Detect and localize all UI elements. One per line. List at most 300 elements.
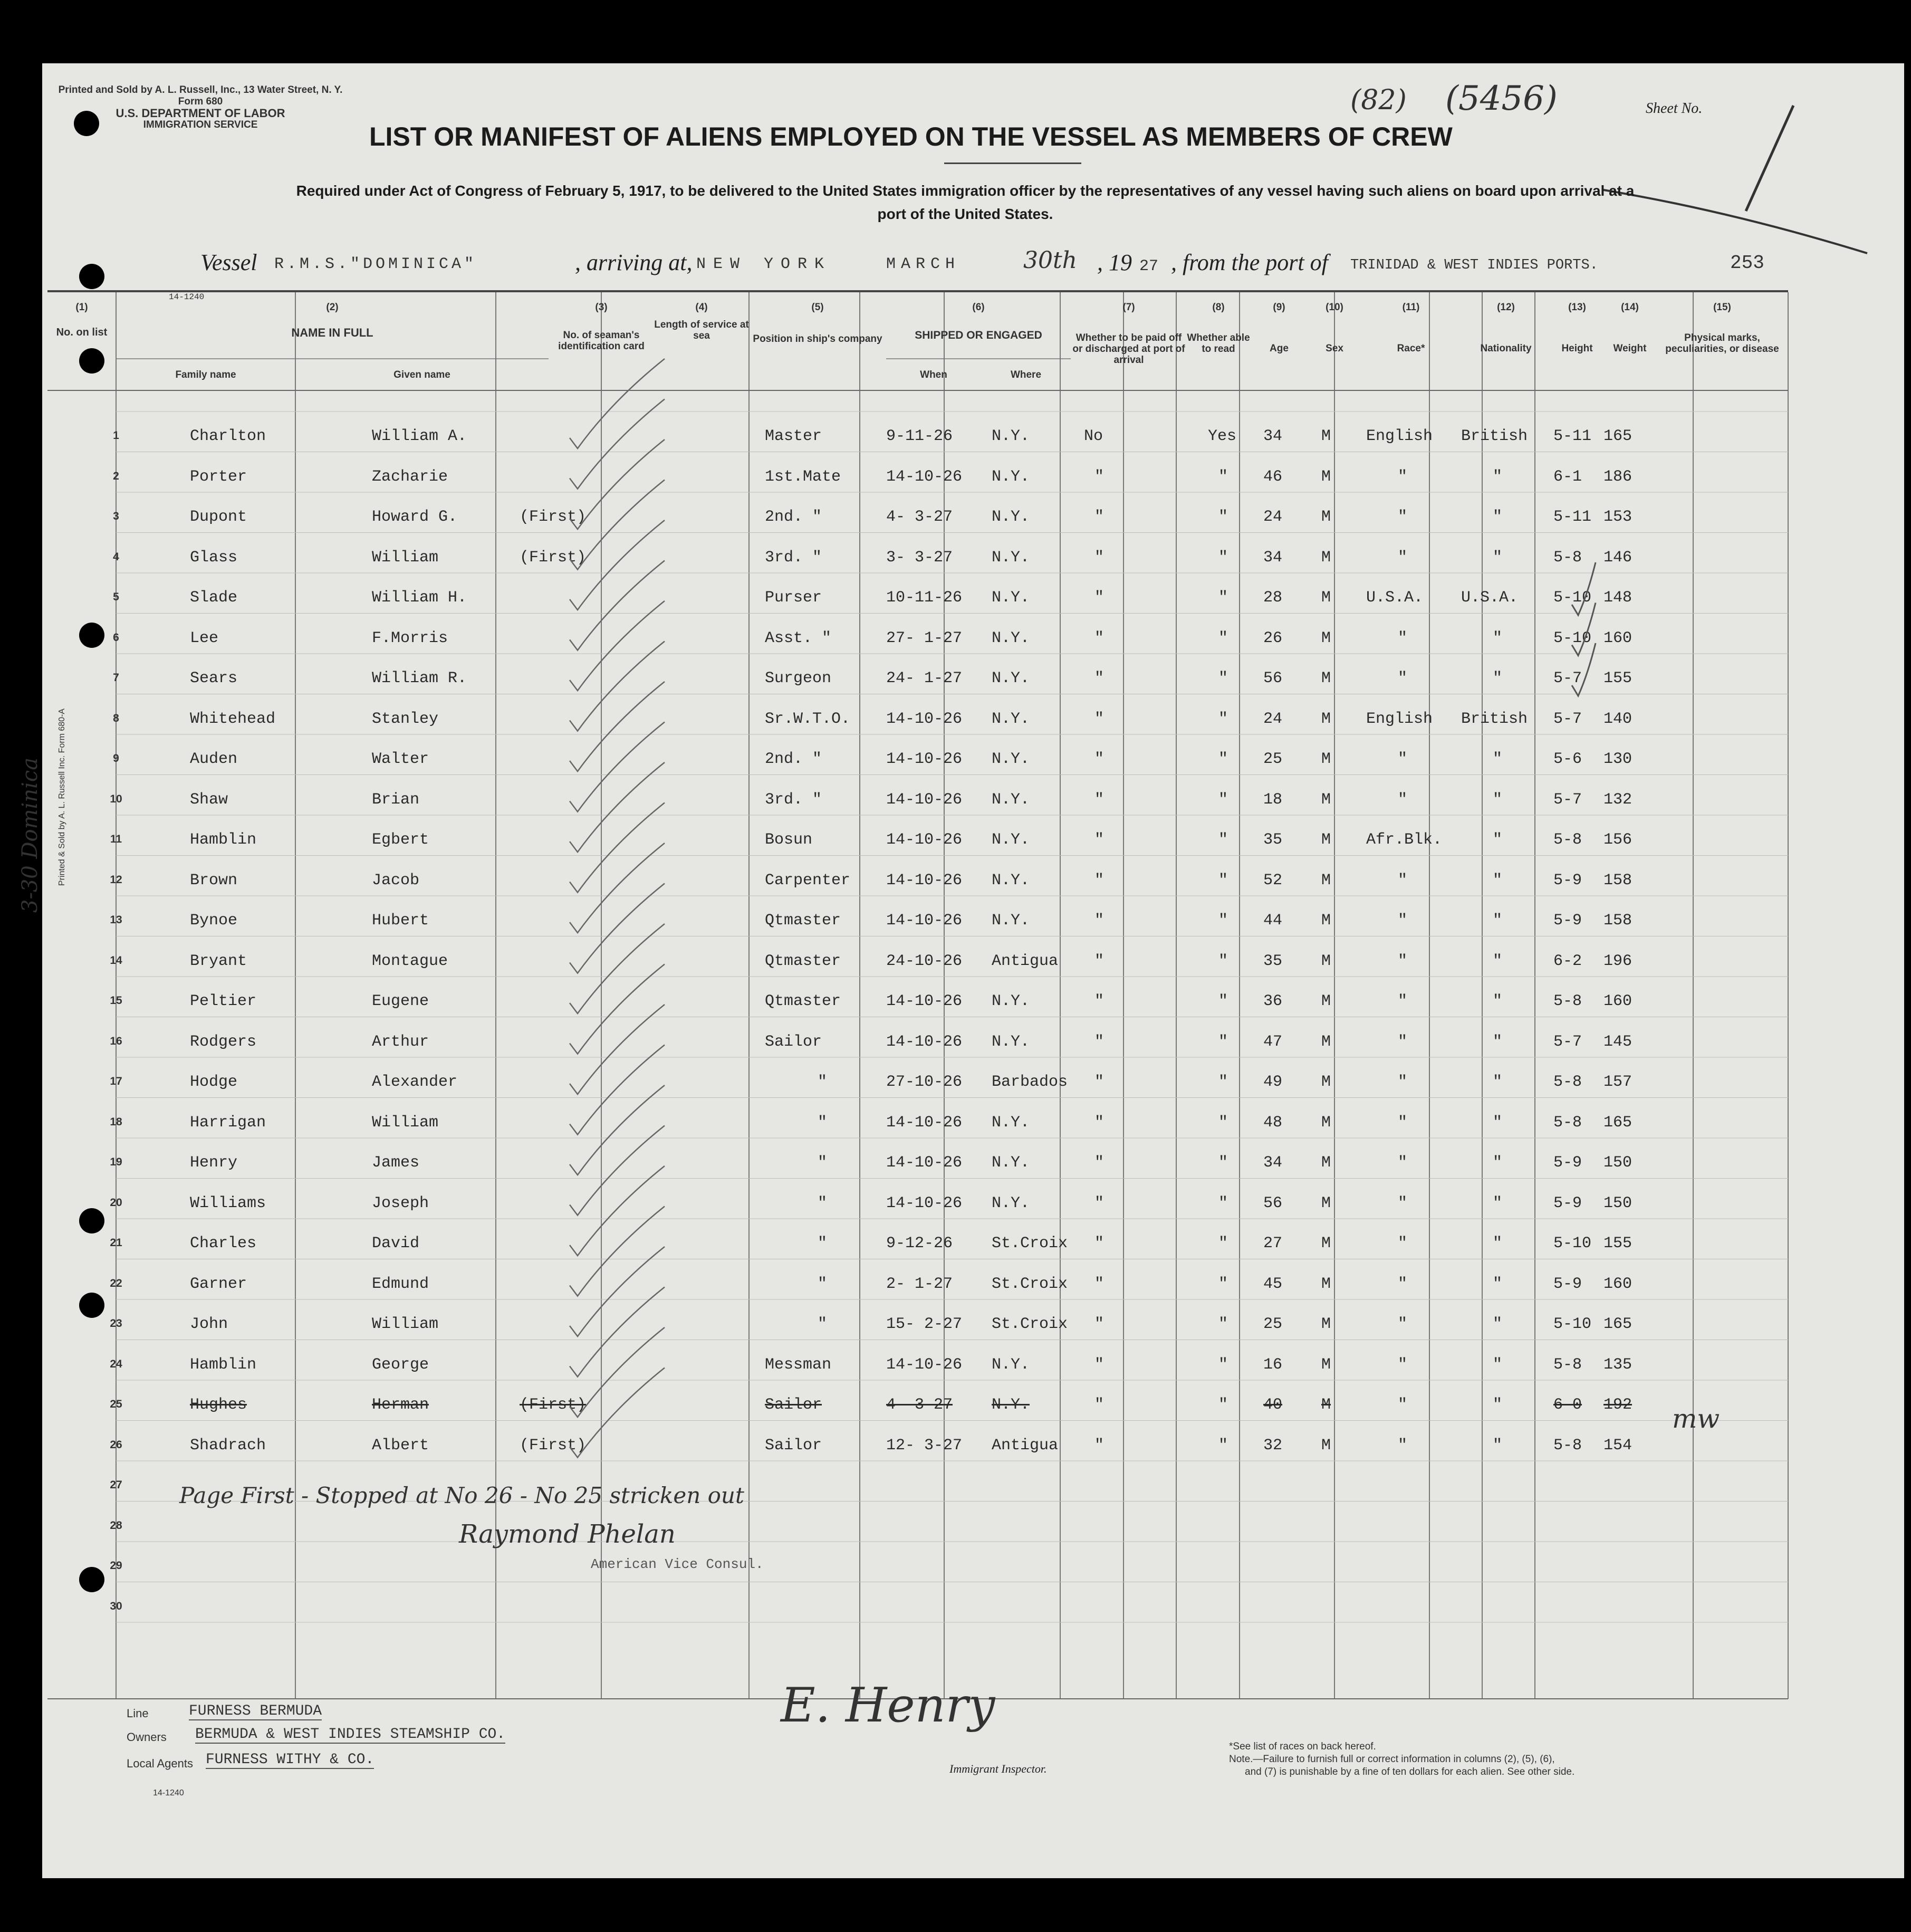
cell-race: " (1398, 1436, 1408, 1455)
cell-race: " (1398, 467, 1408, 486)
cell-given: Howard G. (372, 508, 458, 526)
row-number: 15 (110, 994, 122, 1007)
cell-given: Walter (372, 750, 429, 768)
cell-where: N.Y. (992, 548, 1030, 567)
cell-nat: " (1493, 952, 1503, 970)
fine-note: Note.—Failure to furnish full or correct information in columns (2), (5), (6), (1229, 1754, 1555, 1765)
cell-sex: M (1321, 750, 1331, 768)
cell-family: Shaw (190, 790, 228, 809)
cell-given: F.Morris (372, 629, 448, 647)
check-mark (570, 964, 665, 1054)
cell-position: " (818, 1275, 828, 1293)
cell-age: 52 (1263, 871, 1283, 890)
check-mark (570, 1126, 665, 1216)
cell-nat: " (1493, 912, 1503, 930)
cell-given: Montague (372, 952, 448, 970)
cell-height: 5-7 (1553, 790, 1582, 809)
cell-paid: " (1094, 1235, 1105, 1252)
agents-value: FURNESS WITHY & CO. (206, 1752, 374, 1768)
cell-race: " (1398, 1355, 1408, 1374)
cell-weight: 192 (1603, 1396, 1632, 1414)
cell-given: Herman (372, 1396, 429, 1414)
cell-family: Dupont (190, 508, 247, 526)
cell-position: Sailor (765, 1396, 822, 1414)
cell-sex: M (1321, 952, 1331, 970)
side-handwriting: 3-30 Dominica (18, 757, 43, 913)
row-number: 11 (110, 833, 122, 845)
cell-when: 2- 1-27 (886, 1275, 953, 1293)
cell-read: " (1218, 589, 1228, 607)
cell-given: Alexander (372, 1073, 458, 1091)
cell-where: N.Y. (992, 1032, 1030, 1051)
cell-when: 14-10-26 (886, 710, 963, 728)
cell-sex: M (1321, 1113, 1331, 1132)
header-nationality: Nationality (1480, 343, 1532, 354)
check-mark (570, 722, 665, 812)
cell-read: " (1218, 669, 1228, 687)
row-number: 13 (110, 914, 122, 926)
cell-nat: " (1493, 1154, 1503, 1172)
handwritten-ref-82: (82) (1350, 84, 1407, 116)
column-number-4: (4) (695, 302, 708, 313)
row-number: 14 (110, 954, 122, 967)
column-number-2: (2) (326, 302, 339, 313)
cell-read: " (1218, 912, 1228, 930)
consul-title: American Vice Consul. (591, 1556, 764, 1572)
check-mark (570, 1327, 665, 1417)
cell-position: Sailor (765, 1436, 822, 1455)
cell-nat: " (1493, 669, 1503, 687)
cell-nat: " (1493, 1194, 1503, 1212)
header-name-in-full: NAME IN FULL (291, 326, 373, 339)
cell-family: Charlton (190, 427, 266, 445)
department-label: U.S. DEPARTMENT OF LABOR (116, 107, 285, 120)
cell-sex: M (1321, 629, 1331, 647)
cell-position: " (818, 1235, 828, 1252)
cell-paid: " (1094, 1436, 1105, 1455)
header-physical-marks: Physical marks, peculiarities, or disease (1665, 332, 1779, 355)
cell-sex: M (1321, 467, 1331, 486)
column-number-12: (12) (1497, 302, 1515, 313)
header-family-name: Family name (175, 369, 236, 380)
cell-family: Hamblin (190, 1355, 257, 1374)
cell-height: 5-11 (1553, 427, 1592, 445)
cell-race: " (1398, 1154, 1408, 1172)
cell-paid: " (1094, 831, 1105, 849)
cell-paid: " (1094, 589, 1105, 607)
cell-weight: 132 (1603, 790, 1632, 809)
cell-read: " (1218, 1235, 1228, 1252)
cell-nat: " (1493, 1113, 1503, 1132)
cell-family: Sears (190, 669, 238, 687)
cell-height: 5-10 (1553, 1315, 1592, 1333)
row-number: 21 (110, 1237, 122, 1249)
check-mark (570, 1085, 665, 1175)
cell-age: 34 (1263, 1154, 1283, 1172)
cell-paid: " (1094, 992, 1105, 1010)
cell-height: 5-7 (1553, 1032, 1582, 1051)
row-number: 26 (110, 1438, 122, 1451)
cell-nat: " (1493, 1396, 1503, 1414)
service-label: IMMIGRATION SERVICE (143, 119, 258, 130)
subtitle-line: port of the United States. (877, 206, 1053, 222)
cell-family: Lee (190, 629, 219, 647)
cell-nat: " (1493, 992, 1503, 1010)
cell-given: William (372, 548, 439, 567)
cell-race: " (1398, 790, 1408, 809)
cell-weight: 150 (1603, 1154, 1632, 1172)
cell-where: N.Y. (992, 750, 1030, 768)
cell-given: Eugene (372, 992, 429, 1010)
cell-weight: 156 (1603, 831, 1632, 849)
cell-where: N.Y. (992, 1154, 1030, 1172)
header-weight: Weight (1613, 343, 1647, 354)
cell-nat: " (1493, 1436, 1503, 1455)
cell-race: " (1398, 1275, 1408, 1293)
cell-given: Joseph (372, 1194, 429, 1212)
cell-where: N.Y. (992, 1113, 1030, 1132)
cell-when: 14-10-26 (886, 871, 963, 890)
cell-height: 5-8 (1553, 831, 1582, 849)
cell-where: N.Y. (992, 629, 1030, 647)
cell-read: " (1218, 750, 1228, 768)
cell-where: N.Y. (992, 790, 1030, 809)
cell-where: N.Y. (992, 912, 1030, 930)
cell-paid: " (1094, 790, 1105, 809)
cell-age: 27 (1263, 1235, 1283, 1252)
cell-read: " (1218, 548, 1228, 567)
cell-when: 4- 3-27 (886, 1396, 953, 1414)
cell-family: Slade (190, 589, 238, 607)
cell-nat: " (1493, 1032, 1503, 1051)
cell-position: Purser (765, 589, 822, 607)
cell-when: 24-10-26 (886, 952, 963, 970)
cell-read: " (1218, 1436, 1228, 1455)
cell-given: Arthur (372, 1032, 429, 1051)
cell-read: " (1218, 790, 1228, 809)
cell-family: Porter (190, 467, 247, 486)
cell-family: Harrigan (190, 1113, 266, 1132)
vessel-value: R.M.S."DOMINICA" (274, 255, 477, 273)
cell-given: Brian (372, 790, 420, 809)
cell-where: N.Y. (992, 992, 1030, 1010)
check-mark (570, 1005, 665, 1094)
cell-weight: 140 (1603, 710, 1632, 728)
arrival-day: 30th (1023, 247, 1078, 274)
cell-sex: M (1321, 831, 1331, 849)
row-number: 2 (113, 470, 119, 482)
check-mark (570, 1207, 665, 1296)
cell-when: 14-10-26 (886, 831, 963, 849)
cell-when: 24- 1-27 (886, 669, 963, 687)
cell-nat: " (1493, 1073, 1503, 1091)
cell-race: Afr.Blk. (1366, 831, 1443, 849)
cell-nat: " (1493, 629, 1503, 647)
cell-position: " (818, 1154, 828, 1172)
cell-age: 28 (1263, 589, 1283, 607)
cell-age: 32 (1263, 1436, 1283, 1455)
cell-race: " (1398, 1396, 1408, 1414)
row-number: 23 (110, 1317, 122, 1330)
cell-height: 5-9 (1553, 871, 1582, 890)
cell-race: " (1398, 871, 1408, 890)
cell-given: William A. (372, 427, 467, 445)
check-mark (570, 682, 665, 771)
cell-paid: " (1094, 912, 1105, 930)
year-value: 27 (1139, 257, 1159, 275)
row-number: 22 (110, 1277, 122, 1289)
cell-where: N.Y. (992, 871, 1030, 890)
cell-race: " (1398, 629, 1408, 647)
cell-given: David (372, 1235, 420, 1252)
consul-signature: Raymond Phelan (459, 1519, 676, 1549)
cell-family: Shadrach (190, 1436, 266, 1455)
cell-race: " (1398, 1235, 1408, 1252)
cell-nat: " (1493, 750, 1503, 768)
header-where: Where (1010, 369, 1042, 380)
cell-read: " (1218, 1275, 1228, 1293)
cell-position: Carpenter (765, 871, 851, 890)
cell-where: Barbados (992, 1073, 1068, 1091)
inspector-label: Immigrant Inspector. (949, 1762, 1047, 1775)
check-mark (570, 884, 665, 973)
cell-height: 5-6 (1553, 750, 1582, 768)
row-number: 29 (110, 1560, 122, 1572)
cell-sex: M (1321, 1194, 1331, 1212)
cell-read: " (1218, 871, 1228, 890)
header-no-on-list: No. on list (56, 327, 108, 338)
cell-height: 5-8 (1553, 1436, 1582, 1455)
check-mark (570, 399, 665, 489)
cell-when: 14-10-26 (886, 1194, 963, 1212)
cell-family: John (190, 1315, 228, 1333)
form-title: LIST OR MANIFEST OF ALIENS EMPLOYED ON THE VESSEL AS MEMBERS OF CREW (369, 122, 1453, 151)
cell-given: Jacob (372, 871, 420, 890)
cell-when: 3- 3-27 (886, 548, 953, 567)
cell-when: 14-10-26 (886, 1113, 963, 1132)
cell-where: St.Croix (992, 1275, 1068, 1293)
manifest-page (18, 63, 1904, 1878)
cell-given: William R. (372, 669, 467, 687)
sheet-no-label: Sheet No. (1646, 100, 1703, 117)
cell-age: 47 (1263, 1032, 1283, 1051)
cell-height: 5-10 (1553, 589, 1592, 607)
cell-position: " (818, 1073, 828, 1091)
form-number-top: 14-1240 (169, 292, 205, 302)
cell-nat: " (1493, 790, 1503, 809)
cell-race: " (1398, 952, 1408, 970)
cell-sex: M (1321, 1355, 1331, 1374)
cell-age: 35 (1263, 831, 1283, 849)
cell-when: 4- 3-27 (886, 508, 953, 526)
cell-paid: " (1094, 1396, 1105, 1414)
cell-read: Yes (1208, 427, 1237, 445)
cell-sex: M (1321, 1315, 1331, 1333)
cell-race: English (1366, 427, 1433, 445)
check-mark (570, 1045, 665, 1135)
cell-when: 27- 1-27 (886, 629, 963, 647)
cell-where: N.Y. (992, 427, 1030, 445)
races-note: *See list of races on back hereof. (1229, 1741, 1376, 1752)
cell-age: 35 (1263, 952, 1283, 970)
cell-height: 5-8 (1553, 548, 1582, 567)
check-mark (570, 439, 665, 529)
header-height: Height (1561, 343, 1593, 354)
cell-weight: 155 (1603, 669, 1632, 687)
cell-sex: M (1321, 790, 1331, 809)
cell-note: (First) (520, 1436, 587, 1455)
cell-when: 14-10-26 (886, 992, 963, 1010)
cell-given: William (372, 1315, 439, 1333)
cell-sex: M (1321, 427, 1331, 445)
row-number: 1 (113, 429, 119, 442)
row-number: 27 (110, 1479, 122, 1491)
cell-height: 5-11 (1553, 508, 1592, 526)
row-number: 9 (113, 752, 119, 764)
cell-given: Albert (372, 1436, 429, 1455)
row-number: 30 (110, 1600, 122, 1612)
cell-note: (First) (520, 508, 587, 526)
cell-read: " (1218, 1315, 1228, 1333)
cell-where: N.Y. (992, 508, 1030, 526)
row-number: 6 (113, 631, 119, 644)
cell-position: Qtmaster (765, 952, 841, 970)
header-position: Position in ship's company (753, 333, 882, 345)
cell-position: 2nd. " (765, 750, 822, 768)
cell-position: 3rd. " (765, 790, 822, 809)
cell-race: " (1398, 750, 1408, 768)
cell-when: 9-12-26 (886, 1235, 953, 1252)
cell-family: Hamblin (190, 831, 257, 849)
cell-race: " (1398, 1315, 1408, 1333)
cell-paid: " (1094, 750, 1105, 768)
cell-nat: British (1461, 710, 1528, 728)
from-port-label: , from the port of (1171, 250, 1328, 275)
cell-weight: 150 (1603, 1194, 1632, 1212)
cell-age: 16 (1263, 1355, 1283, 1374)
cell-sex: M (1321, 1032, 1331, 1051)
cell-where: N.Y. (992, 1194, 1030, 1212)
cell-height: 5-9 (1553, 912, 1582, 930)
cell-read: " (1218, 1073, 1228, 1091)
cell-given: Egbert (372, 831, 429, 849)
row-number: 28 (110, 1519, 122, 1532)
cell-age: 48 (1263, 1113, 1283, 1132)
cell-age: 40 (1263, 1396, 1283, 1414)
page-number: 253 (1730, 252, 1764, 274)
cell-weight: 165 (1603, 427, 1632, 445)
cell-sex: M (1321, 1235, 1331, 1252)
cell-family: Rodgers (190, 1032, 257, 1051)
cell-height: 5-9 (1553, 1275, 1582, 1293)
check-mark (570, 1368, 665, 1458)
cell-race: " (1398, 1113, 1408, 1132)
cell-height: 6-2 (1553, 952, 1582, 970)
cell-read: " (1218, 1396, 1228, 1414)
cell-nat: British (1461, 427, 1528, 445)
row-number: 17 (110, 1075, 122, 1087)
cell-position: Surgeon (765, 669, 832, 687)
row-number: 4 (113, 550, 119, 563)
cell-sex: M (1321, 1275, 1331, 1293)
agents-label: Local Agents (127, 1757, 193, 1770)
handwritten-ref-code: (5456) (1445, 79, 1558, 118)
cell-read: " (1218, 992, 1228, 1010)
cell-weight: 154 (1603, 1436, 1632, 1455)
header-when: When (920, 369, 947, 380)
form-label: Form 680 (178, 96, 223, 107)
check-mark (570, 1287, 665, 1377)
header-age: Age (1270, 343, 1289, 354)
cell-given: James (372, 1154, 420, 1172)
cell-weight: 196 (1603, 952, 1632, 970)
cell-age: 36 (1263, 992, 1283, 1010)
cell-position: Bosun (765, 831, 813, 849)
cell-race: English (1366, 710, 1433, 728)
owners-label: Owners (127, 1730, 167, 1744)
cell-weight: 165 (1603, 1315, 1632, 1333)
cell-family: Hughes (190, 1396, 247, 1414)
cell-age: 24 (1263, 508, 1283, 526)
cell-nat: " (1493, 1355, 1503, 1374)
cell-sex: M (1321, 1436, 1331, 1455)
cell-paid: " (1094, 467, 1105, 486)
cell-where: St.Croix (992, 1235, 1068, 1252)
cell-read: " (1218, 467, 1228, 486)
cell-age: 26 (1263, 629, 1283, 647)
header-race: Race* (1397, 343, 1425, 354)
cell-nat: " (1493, 1235, 1503, 1252)
cell-paid: " (1094, 1032, 1105, 1051)
cell-height: 5-8 (1553, 1113, 1582, 1132)
cell-family: Bryant (190, 952, 247, 970)
cell-race: " (1398, 1032, 1408, 1051)
cell-height: 5-9 (1553, 1154, 1582, 1172)
check-mark (570, 520, 665, 610)
cell-read: " (1218, 1113, 1228, 1132)
cell-weight: 165 (1603, 1113, 1632, 1132)
cell-read: " (1218, 1355, 1228, 1374)
column-number-5: (5) (811, 302, 824, 313)
cell-where: St.Croix (992, 1315, 1068, 1333)
cell-weight: 158 (1603, 912, 1632, 930)
cell-weight: 160 (1603, 992, 1632, 1010)
cell-nat: " (1493, 1275, 1503, 1293)
cell-family: Williams (190, 1194, 266, 1212)
cell-read: " (1218, 508, 1228, 526)
cell-sex: M (1321, 871, 1331, 890)
column-number-9: (9) (1273, 302, 1285, 313)
cell-weight: 130 (1603, 750, 1632, 768)
cell-paid: " (1094, 871, 1105, 890)
port-value: TRINIDAD & WEST INDIES PORTS. (1350, 257, 1598, 273)
cell-given: William (372, 1113, 439, 1132)
cell-read: " (1218, 1194, 1228, 1212)
header-given-name: Given name (393, 369, 450, 380)
cell-family: Peltier (190, 992, 257, 1010)
cell-weight: 148 (1603, 589, 1632, 607)
cell-read: " (1218, 1032, 1228, 1051)
cell-nat: " (1493, 467, 1503, 486)
cell-when: 14-10-26 (886, 790, 963, 809)
cell-read: " (1218, 629, 1228, 647)
row-number: 10 (110, 792, 122, 805)
cell-age: 25 (1263, 750, 1283, 768)
check-mark (570, 843, 665, 933)
header-sex: Sex (1326, 343, 1343, 354)
cell-nat: " (1493, 548, 1503, 567)
cell-when: 14-10-26 (886, 1154, 963, 1172)
